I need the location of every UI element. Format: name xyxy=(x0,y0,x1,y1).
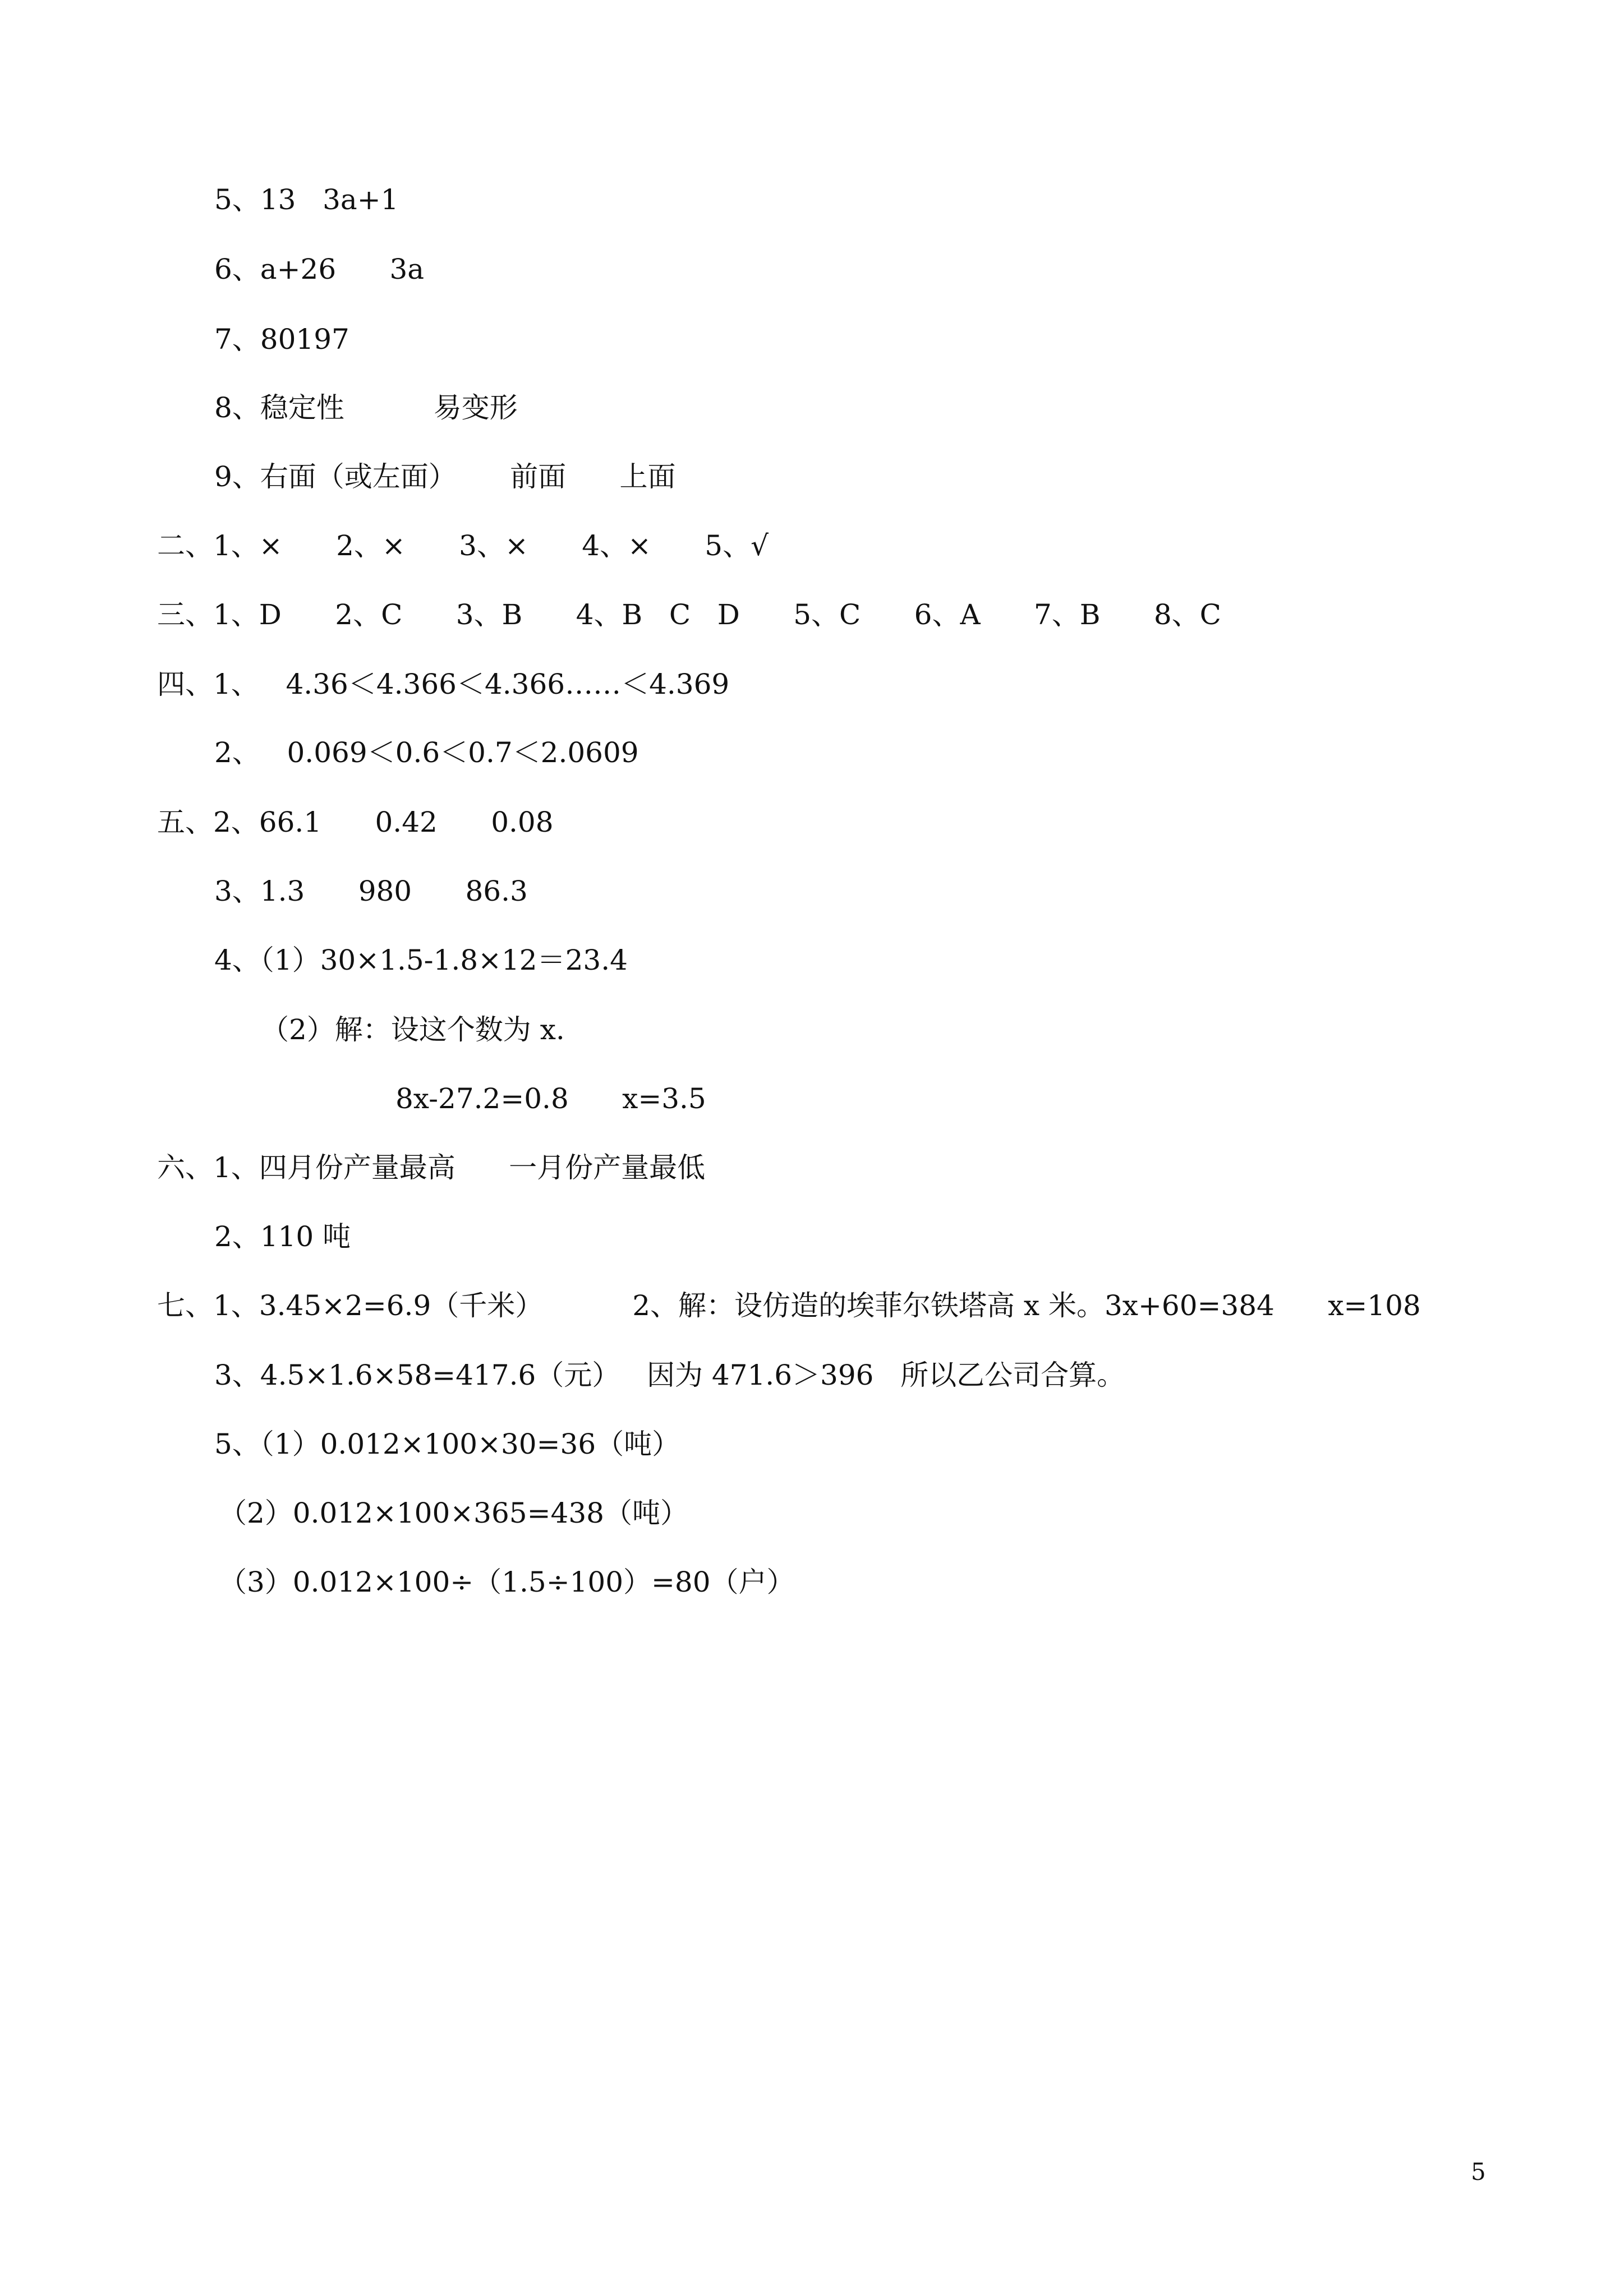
answer-line: 7、80197 xyxy=(214,323,349,356)
answer-line: （3）0.012×100÷（1.5÷100）=80（户） xyxy=(219,1566,795,1598)
answer-line: 2、110 吨 xyxy=(214,1220,351,1253)
answer-line: 5、13 3a+1 xyxy=(214,183,399,216)
answer-line: 5、（1）0.012×100×30=36（吨） xyxy=(214,1428,680,1460)
section-six-line: 六、1、四月份产量最高 一月份产量最低 xyxy=(157,1151,706,1184)
answer-line: 2、 0.069＜0.6＜0.7＜2.0609 xyxy=(214,736,639,769)
section-five-line: 五、2、66.1 0.42 0.08 xyxy=(157,806,554,838)
section-two-line: 二、1、× 2、× 3、× 4、× 5、√ xyxy=(157,529,769,562)
answer-line: 3、1.3 980 86.3 xyxy=(214,875,528,907)
answer-line: 8x-27.2=0.8 x=3.5 xyxy=(395,1082,706,1115)
answer-line: 3、4.5×1.6×58=417.6（元） 因为 471.6＞396 所以乙公司合算。 xyxy=(214,1359,1125,1391)
answer-line: 8、稳定性 易变形 xyxy=(214,391,518,424)
answer-line: （2）解：设这个数为 x. xyxy=(261,1013,565,1046)
answer-line: 6、a+26 3a xyxy=(214,253,425,285)
section-seven-line: 七、1、3.45×2=6.9（千米） 2、解：设仿造的埃菲尔铁塔高 x 米。3x+60=384 x=108 xyxy=(157,1289,1421,1322)
answer-line: 9、右面（或左面） 前面 上面 xyxy=(214,460,676,493)
page-number: 5 xyxy=(1471,2158,1486,2186)
answer-line: （2）0.012×100×365=438（吨） xyxy=(219,1497,688,1529)
section-three-line: 三、1、D 2、C 3、B 4、B C D 5、C 6、A 7、B 8、C xyxy=(157,598,1221,631)
answer-line: 4、（1）30×1.5-1.8×12＝23.4 xyxy=(214,944,628,976)
section-four-line: 四、1、 4.36＜4.366＜4.366……＜4.369 xyxy=(157,668,730,700)
